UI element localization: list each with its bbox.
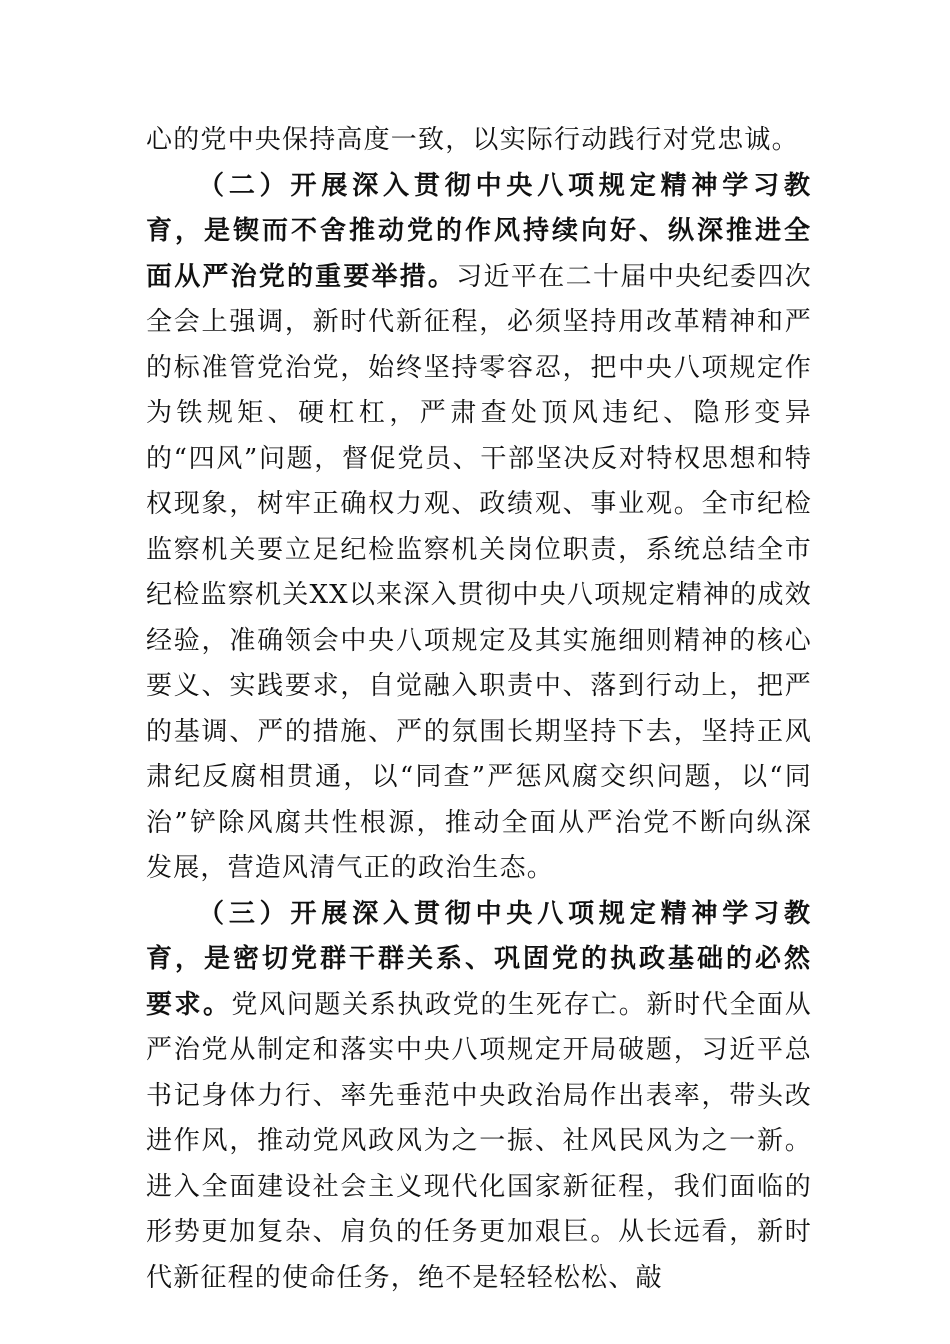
paragraph-3-body: 党风问题关系执政党的生死存亡。新时代全面从严治党从制定和落实中央八项规定开局破题，习近平总书记身体力行、率先垂范中央政治局作出表率，带头改进作风，推动党风政风为之一振、社风民风为之一新。进入全面建设社会主义现代化国家新征程，我们面临的形势更加复杂、肩负的任务更加艰巨。从长远看，新时代新征程的使命任务，绝不是轻轻松松、敲 bbox=[146, 989, 812, 1293]
paragraph-1 bbox=[146, 118, 812, 164]
document-page bbox=[146, 118, 812, 1301]
paragraph-2-heading: （二）开展深入贯彻中央八项规定精神学习教育，是锲而不舍推动党的作风持续向好、纵深推进全面从严治党的重要举措。 bbox=[146, 170, 812, 292]
paragraph-2-body: 习近平在二十届中央纪委四次全会上强调，新时代新征程，必须坚持用改革精神和严的标准管党治党，始终坚持零容忍，把中央八项规定作为铁规矩、硬杠杠，严肃查处顶风违纪、隐形变异的“四风”问题，督促党员、干部坚决反对特权思想和特权现象，树牢正确权力观、政绩观、事业观。全市纪检监察机关要立足纪检监察机关岗位职责，系统总结全市纪检监察机关XX以来深入贯彻中央八项规定精神的成效经验，准确领会中央八项规定及其实施细则精神的核心要义、实践要求，自觉融入职责中、落到行动上，把严的基调、严的措施、严的氛围长期坚持下去，坚持正风肃纪反腐相贯通，以“同查”严惩风腐交织问题，以“同治”铲除风腐共性根源，推动全面从严治党不断向纵深发展，营造风清气正的政治生态。 bbox=[146, 261, 812, 883]
paragraph-1-text: 心的党中央保持高度一致，以实际行动践行对党忠诚。 bbox=[146, 125, 799, 155]
paragraph-3-heading: （三）开展深入贯彻中央八项规定精神学习教育，是密切党群干群关系、巩固党的执政基础的必然要求。 bbox=[146, 898, 812, 1020]
paragraph-3 bbox=[146, 892, 812, 1302]
paragraph-2 bbox=[146, 164, 812, 892]
